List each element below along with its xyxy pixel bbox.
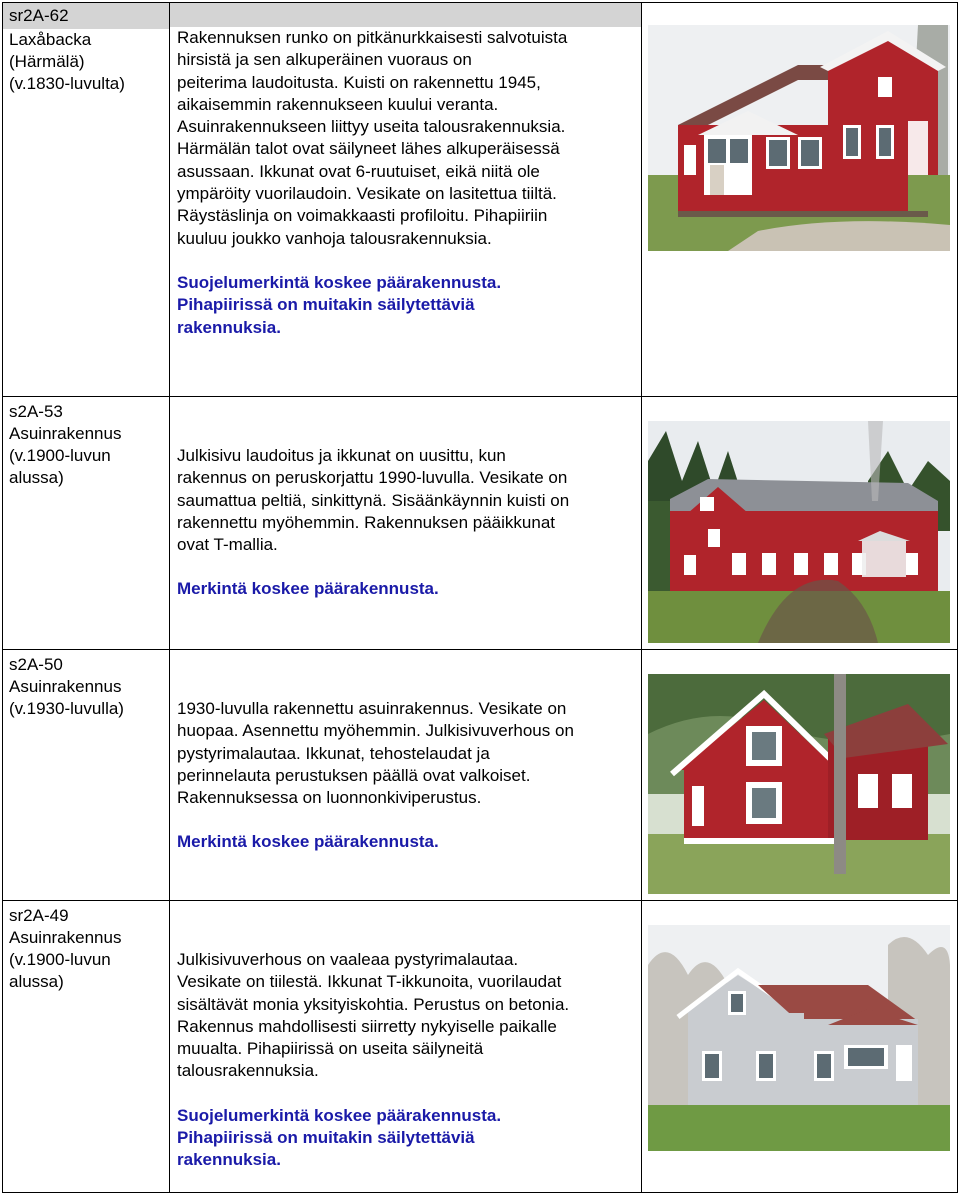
entry-name-line: (v.1830-luvulta) — [9, 74, 125, 93]
description-line: ovat T-mallia. — [177, 535, 278, 555]
description-line: Julkisivu laudoitus ja ikkunat on uusittu, kun — [177, 446, 506, 465]
description-line: pystyrimalautaa. Ikkunat, tehostelaudat ja — [177, 743, 490, 763]
building-photo — [648, 25, 950, 251]
description-line: Rakennuksessa on luonnonkiviperustus. — [177, 788, 482, 808]
entry-name-line: (Härmälä) — [9, 52, 85, 71]
building-photo — [648, 421, 950, 643]
protection-line: Suojelumerkintä koskee päärakennusta. — [177, 272, 502, 292]
entry-id: sr2A-49 — [9, 906, 69, 925]
entry-row — [3, 650, 958, 901]
entry-id-cell — [3, 3, 170, 397]
description-line: Rakennuksen runko on pitkänurkkaisesti salvotuista — [177, 28, 568, 47]
entry-row — [3, 3, 958, 397]
description-line: peiterima laudoitusta. Kuisti on rakennettu 1945, — [177, 72, 541, 92]
protection-line: Pihapiirissä on muitakin säilytettäviä — [177, 1128, 475, 1148]
entry-photo-cell — [642, 397, 958, 650]
description-line: Rakennus mahdollisesti siirretty nykyiselle paikalle — [177, 1016, 557, 1036]
entry-description-cell — [170, 901, 642, 1193]
description-line: rakennus on peruskorjattu 1990-luvulla. Vesikate on — [177, 468, 568, 488]
description-line: aikaisemmin rakennukseen kuului veranta. — [177, 94, 499, 114]
description-line: perinnelauta perustuksen päällä ovat valkoiset. — [177, 765, 531, 785]
description-line: saumattua peltiä, sinkittynä. Sisäänkäynnin kuisti on — [177, 490, 570, 510]
entry-name-line: Asuinrakennus — [9, 424, 122, 443]
description-line: Vesikate on tiilestä. Ikkunat T-ikkunoita, vuorilaudat — [177, 972, 562, 992]
description-line: talousrakennuksia. — [177, 1061, 319, 1081]
description-line: huopaa. Asennettu myöhemmin. Julkisivuverhous on — [177, 721, 574, 741]
protection-line: rakennuksia. — [177, 1150, 281, 1170]
entry-name-line: Asuinrakennus — [9, 928, 122, 947]
entry-row — [3, 901, 958, 1193]
description-line: sisältävät monia yksityiskohtia. Perustus on betonia. — [177, 994, 570, 1014]
building-photo — [648, 674, 950, 894]
description-line: Härmälän talot ovat säilyneet lähes alkuperäisessä — [177, 139, 560, 159]
entry-id-cell — [3, 397, 170, 650]
entry-photo-cell — [642, 3, 958, 397]
protection-line: Pihapiirissä on muitakin säilytettäviä — [177, 295, 475, 315]
entry-name-line: alussa) — [9, 972, 64, 991]
protection-line: Suojelumerkintä koskee päärakennusta. — [177, 1105, 502, 1125]
entry-description-cell — [170, 650, 642, 901]
description-line: 1930-luvulla rakennettu asuinrakennus. Vesikate on — [177, 699, 567, 718]
entry-id: s2A-50 — [9, 655, 63, 674]
inventory-table — [2, 2, 958, 1193]
description-line: asussaan. Ikkunat ovat 6-ruutuiset, eikä niitä ole — [177, 161, 540, 181]
entry-id: sr2A-62 — [9, 6, 69, 25]
entry-description-cell — [170, 3, 642, 397]
entry-name-line: (v.1930-luvulla) — [9, 699, 124, 718]
entry-name-line: (v.1900-luvun — [9, 446, 111, 465]
entry-row — [3, 397, 958, 650]
entry-photo-cell — [642, 650, 958, 901]
description-line: Räystäslinja on voimakkaasti profiloitu. Pihapiiriin — [177, 206, 548, 226]
entry-id-cell — [3, 650, 170, 901]
entry-name-line: Asuinrakennus — [9, 677, 122, 696]
description-line: kuuluu joukko vanhoja talousrakennuksia. — [177, 228, 492, 248]
description-line: Julkisivuverhous on vaaleaa pystyrimalautaa. — [177, 950, 519, 969]
entry-id-cell — [3, 901, 170, 1193]
protection-line: Merkintä koskee päärakennusta. — [177, 832, 439, 852]
entry-id: s2A-53 — [9, 402, 63, 421]
description-line: hirsistä ja sen alkuperäinen vuoraus on — [177, 50, 472, 70]
building-photo — [648, 925, 950, 1151]
description-line: ympäröity vuorilaudoin. Vesikate on lasitettua tiiltä. — [177, 184, 557, 204]
entry-name-line: Laxåbacka — [9, 30, 92, 49]
description-line: Asuinrakennukseen liittyy useita talousrakennuksia. — [177, 117, 566, 137]
entry-name-line: alussa) — [9, 468, 64, 487]
entry-name-line: (v.1900-luvun — [9, 950, 111, 969]
description-line: rakennettu myöhemmin. Rakennuksen pääikkunat — [177, 512, 555, 532]
entry-description-cell — [170, 397, 642, 650]
entry-photo-cell — [642, 901, 958, 1193]
description-line: muualta. Pihapiirissä on useita säilyneitä — [177, 1039, 484, 1059]
protection-line: Merkintä koskee päärakennusta. — [177, 579, 439, 599]
protection-line: rakennuksia. — [177, 317, 281, 337]
